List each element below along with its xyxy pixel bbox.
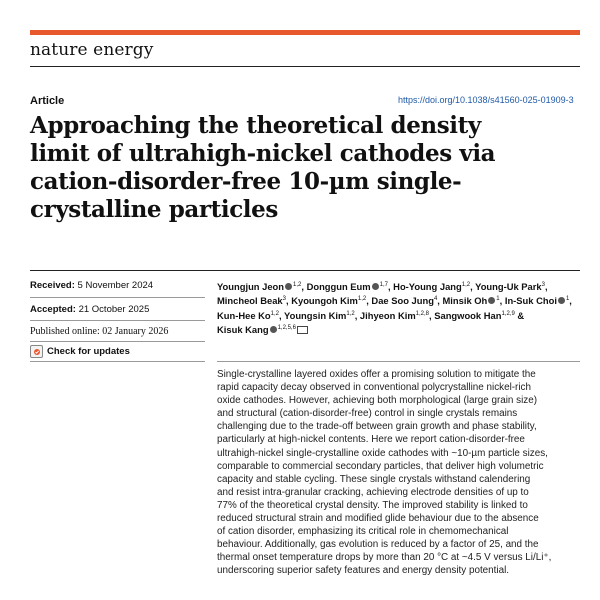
- affiliation-marks: 1,7: [379, 282, 388, 288]
- abstract-line: of cation disorder, emphasizing its critical role in chemomechanical: [217, 526, 509, 538]
- author-name[interactable]: , Dae Soo Jung: [366, 295, 434, 307]
- header-divider: [30, 66, 580, 67]
- abstract-line: thermal onset temperature drops by more than 20 °C at ~4.5 V versus Li/Li⁺,: [217, 552, 552, 564]
- abstract-line: 77% of the theoretical crystal density. The improved stability is linked to: [217, 499, 528, 511]
- abstract-divider: [217, 361, 580, 362]
- author-line: [217, 279, 582, 293]
- received-date: 5 November 2024: [77, 280, 154, 291]
- paper-title: [30, 112, 580, 224]
- author-name[interactable]: , In-Suk Choi: [499, 295, 557, 307]
- abstract-line: comparable to commercial secondary particles, that deliver high volumetric: [217, 460, 544, 472]
- doi-link[interactable]: https://doi.org/10.1038/s41560-025-01909-3: [398, 95, 574, 105]
- abstract-line: and resist intra-granular cracking, achieving electrode densities of up to: [217, 486, 529, 498]
- abstract-line: behaviour. Additionally, gas evolution is reduced by a factor of 25, and the: [217, 539, 539, 551]
- separator: &: [514, 309, 525, 321]
- author-line: [217, 293, 582, 307]
- abstract: [217, 368, 582, 578]
- author-line: [217, 308, 582, 322]
- author-name[interactable]: Youngjun Jeon: [217, 281, 285, 292]
- affiliation-marks: 1,2: [461, 282, 471, 288]
- orcid-icon[interactable]: [558, 297, 565, 304]
- author-name[interactable]: Mincheol Beak: [217, 295, 283, 307]
- title-line: cation-disorder-free 10-µm single-: [30, 168, 462, 195]
- author-name[interactable]: Kisuk Kang: [217, 324, 269, 336]
- abstract-line: and structural (cation-disorder-free) control in single crystals remains: [217, 408, 518, 420]
- title-line: Approaching the theoretical density: [30, 112, 481, 139]
- accepted-info: [30, 304, 205, 315]
- orcid-icon[interactable]: [372, 283, 379, 290]
- author-name[interactable]: , Young-Uk Park: [470, 281, 542, 292]
- author-name[interactable]: , Kyoungoh Kim: [286, 295, 358, 307]
- author-name[interactable]: , Donggun Eum: [301, 281, 371, 292]
- title-line: crystalline particles: [30, 196, 278, 223]
- abstract-line: capacity and stable cycling. These single crystals withstand calendering: [217, 473, 531, 485]
- published-label: Published online:: [30, 326, 100, 337]
- abstract-line: Single-crystalline layered oxides offer a promising solution to mitigate the: [217, 369, 536, 380]
- sidebar-divider: [30, 361, 205, 362]
- orcid-icon[interactable]: [270, 326, 277, 333]
- abstract-line: particularly at high-nickel contents. Here we report cation-disorder-free: [217, 434, 525, 446]
- affiliation-marks: 3: [541, 282, 545, 288]
- sidebar-divider: [30, 297, 205, 298]
- received-label: Received:: [30, 280, 75, 291]
- affiliation-marks: 1,2,5,6: [277, 325, 296, 332]
- affiliation-marks: 1,2: [293, 282, 302, 288]
- check-updates-label: Check for updates: [47, 346, 130, 357]
- affiliation-marks: 1,2,8: [415, 310, 430, 317]
- affiliation-marks: 1,2: [270, 310, 279, 317]
- abstract-line: ultrahigh-nickel single-crystalline oxide cathodes with ~10-µm particle sizes,: [217, 447, 548, 459]
- published-date: 02 January 2026: [102, 326, 169, 337]
- orcid-icon[interactable]: [285, 283, 292, 290]
- section-divider: [30, 270, 580, 271]
- abstract-line: underscoring superior safety features and energy density potential.: [217, 565, 510, 577]
- affiliation-marks: 1,2: [357, 296, 367, 303]
- accepted-date: 21 October 2025: [78, 304, 150, 315]
- abstract-line: challenging due to the trade-off between grain growth and phase stability,: [217, 421, 537, 433]
- published-info: [30, 326, 205, 337]
- affiliation-marks: 4: [433, 296, 438, 303]
- abstract-line: rapid capacity decay observed in conventional polycrystalline nickel-rich: [217, 382, 531, 394]
- journal-name: nature energy: [30, 40, 154, 60]
- sidebar-divider: [30, 320, 205, 321]
- orcid-icon[interactable]: [488, 297, 495, 304]
- author-name[interactable]: , Minsik Oh: [437, 295, 488, 307]
- author-name[interactable]: , Ho-Young Jang: [387, 281, 462, 292]
- envelope-icon[interactable]: [297, 326, 308, 334]
- affiliation-marks: 3: [282, 296, 286, 303]
- author-name[interactable]: , Jihyeon Kim: [354, 309, 416, 321]
- article-type-label: Article: [30, 95, 65, 107]
- sidebar-divider: [30, 341, 205, 342]
- separator: ,: [544, 281, 548, 292]
- affiliation-marks: 1,2,9: [501, 310, 515, 317]
- author-name[interactable]: , Youngsin Kim: [279, 309, 347, 321]
- brand-accent-bar: [30, 30, 580, 35]
- abstract-line: oxide cathodes. However, achieving both morphological (large grain size): [217, 395, 538, 407]
- author-list: [217, 279, 582, 337]
- affiliation-marks: 1,2: [346, 310, 355, 317]
- author-name[interactable]: , Sangwook Han: [429, 309, 502, 321]
- affiliation-marks: 1: [565, 296, 570, 303]
- check-updates-icon: [30, 345, 43, 358]
- author-line: [217, 322, 582, 336]
- title-line: limit of ultrahigh-nickel cathodes via: [30, 140, 496, 167]
- author-name[interactable]: Kun-Hee Ko: [217, 309, 271, 321]
- separator: ,: [569, 295, 572, 307]
- accepted-label: Accepted:: [30, 304, 76, 315]
- abstract-line: reduced structural strain and modified glide behaviour due to the absence: [217, 513, 539, 525]
- received-info: [30, 280, 205, 291]
- check-for-updates-button[interactable]: [30, 345, 130, 358]
- affiliation-marks: 1: [496, 296, 500, 303]
